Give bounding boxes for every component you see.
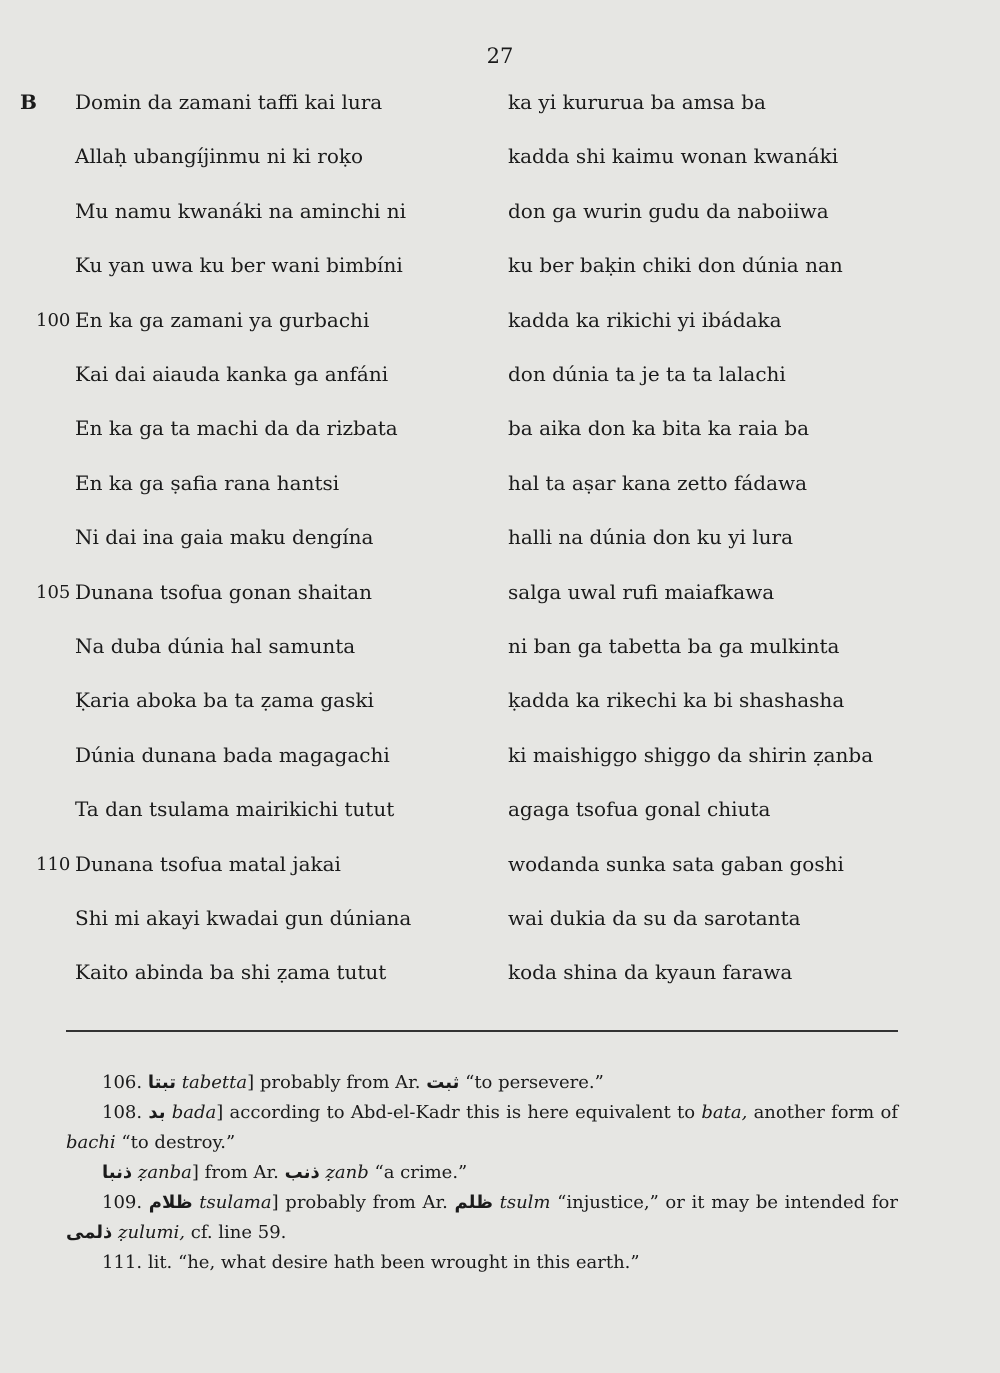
verse-row (0, 743, 1000, 777)
hausa-verse-left: Shi mi akayi kwadai gun dúniana (75, 906, 412, 930)
arabic-word: تبتا (147, 1072, 177, 1093)
arabic-word: ظلام (148, 1192, 193, 1213)
page-number: 27 (486, 44, 514, 68)
verse-row (0, 906, 1000, 940)
hausa-verse-right: don dúnia ta je ta ta lalachi (508, 362, 786, 386)
hausa-verse-right: salga uwal rufi maiafkawa (508, 579, 775, 604)
footnote-106: 106. تبتا tabetta] probably from Ar. ثبت “to persevere.” (102, 1072, 604, 1093)
hausa-verse-left: Dúnia dunana bada magagachi (75, 742, 390, 767)
hausa-verse-left: Ta dan tsulama mairikichi tutut (75, 797, 395, 822)
arabic-word: بد (148, 1102, 166, 1123)
verse-row (0, 199, 1000, 233)
hausa-verse-right: ki maishiggo shiggo da shirin ẓanba (508, 742, 874, 767)
hausa-verse-right: wai dukia da su da sarotanta (508, 906, 801, 930)
verse-row (0, 797, 1000, 831)
line-number: 110 (36, 853, 71, 875)
hausa-verse-left: Ni dai ina gaia maku dengína (75, 525, 374, 550)
hausa-verse-right: ḳadda ka rikechi ka bi shashasha (508, 688, 845, 713)
footnote-108: 108. بد bada] according to Abd-el-Kadr this is here equivalent to bata, another form of bachi “to destroy.” (66, 1102, 898, 1153)
line-number: 100 (36, 309, 71, 331)
verse-row (0, 308, 1000, 342)
hausa-verse-left: En ka ga ṣafia rana hantsi (75, 470, 340, 495)
hausa-verse-right: ka yi kururua ba amsa ba (508, 90, 766, 114)
hausa-verse-left: Dunana tsofua gonan shaitan (75, 579, 372, 604)
hausa-verse-right: agaga tsofua gonal chiuta (508, 797, 771, 822)
verse-row (0, 960, 1000, 994)
verse-row (0, 416, 1000, 450)
arabic-word: ثبت (426, 1072, 460, 1093)
hausa-verse-right: kadda ka rikichi yi ibádaka (508, 307, 782, 332)
hausa-verse-left: Kaito abinda ba shi ẓama tutut (75, 960, 387, 985)
hausa-verse-right: ni ban ga tabetta ba ga mulkinta (508, 634, 840, 658)
hausa-verse-right: hal ta aṣar kana zetto fádawa (508, 470, 808, 495)
hausa-verse-left: Domin da zamani taffi kai lura (75, 90, 383, 114)
verse-row (0, 525, 1000, 559)
hausa-verse-left: En ka ga zamani ya gurbachi (75, 307, 370, 332)
section-marker: B (20, 90, 37, 114)
verse-row (0, 471, 1000, 505)
footnote-rule (66, 1030, 898, 1032)
verse-row (0, 362, 1000, 396)
hausa-verse-left: Dunana tsofua matal jakai (75, 851, 341, 876)
hausa-verse-left: Mu namu kwanáki na aminchi ni (75, 198, 407, 223)
arabic-word: ذنبا (102, 1162, 133, 1183)
footnotes (66, 1068, 898, 1278)
verse-row (0, 688, 1000, 722)
hausa-verse-right: don ga wurin gudu da naboiiwa (508, 198, 829, 223)
footnote-109: 109. ظلام tsulama] probably from Ar. ظلم tsulm “injustice,” or it may be intended for ذلمى ẓulumi, cf. line 59. (66, 1192, 898, 1243)
verse-row (0, 634, 1000, 668)
hausa-verse-right: halli na dúnia don ku yi lura (508, 525, 794, 550)
hausa-verse-left: En ka ga ta machi da da rizbata (75, 416, 398, 441)
footnote-108-b: ذنبا ẓanba] from Ar. ذنب ẓanb “a crime.” (102, 1162, 468, 1183)
hausa-verse-left: Kai dai aiauda kanka ga anfáni (75, 362, 389, 386)
line-number: 105 (36, 581, 71, 603)
verse-row (0, 144, 1000, 178)
footnote-111: 111. lit. “he, what desire hath been wrought in this earth.” (102, 1252, 640, 1273)
verse-row (0, 852, 1000, 886)
verse-row (0, 253, 1000, 287)
arabic-word: ظلم (454, 1192, 493, 1213)
verse-row (0, 580, 1000, 614)
hausa-verse-right: kadda shi kaimu wonan kwanáki (508, 144, 839, 169)
hausa-verse-right: ba aika don ka bita ka raia ba (508, 416, 810, 441)
hausa-verse-left: Allaḥ ubangíjinmu ni ki roḳo (75, 144, 364, 169)
hausa-verse-left: Ḳaria aboka ba ta ẓama gaski (75, 688, 374, 713)
hausa-verse-right: wodanda sunka sata gaban goshi (508, 851, 844, 876)
hausa-verse-right: ku ber baḳin chiki don dúnia nan (508, 253, 843, 278)
arabic-word: ذلمى (66, 1222, 113, 1243)
verse-row (0, 90, 1000, 124)
hausa-verse-right: koda shina da kyaun farawa (508, 960, 793, 985)
hausa-verse-left: Na duba dúnia hal samunta (75, 634, 356, 658)
hausa-verse-left: Ku yan uwa ku ber wani bimbíni (75, 253, 403, 278)
arabic-word: ذنب (284, 1162, 320, 1183)
